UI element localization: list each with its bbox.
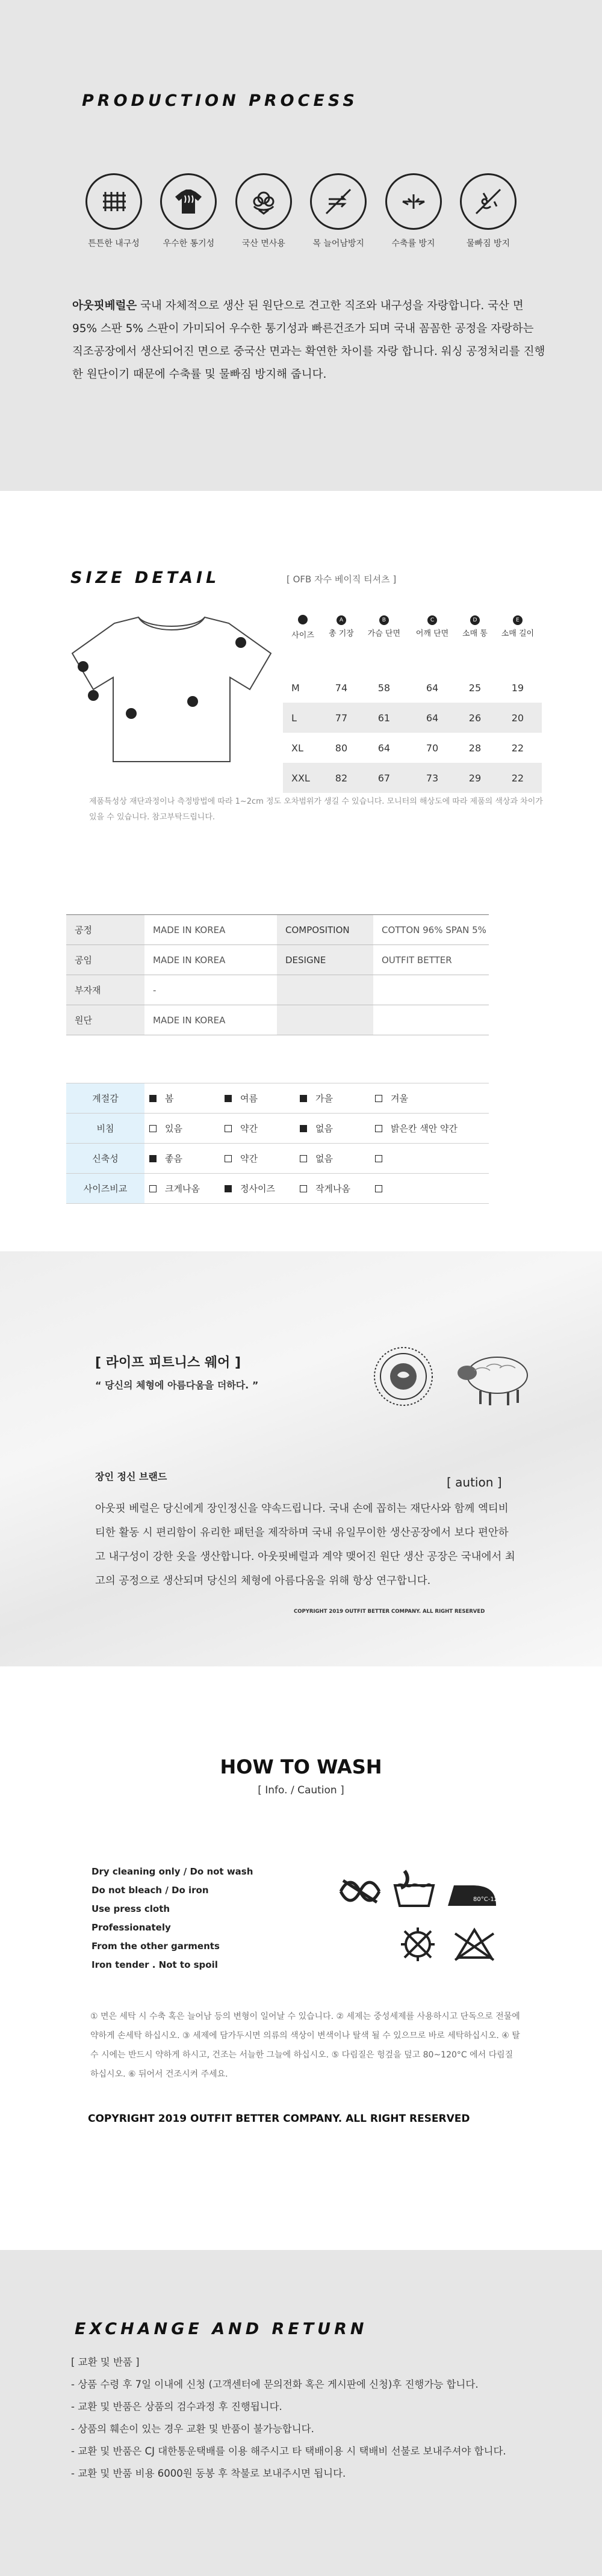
list-item: - 상품의 훼손이 있는 경우 교환 및 반품이 불가능합니다.: [71, 2423, 314, 2435]
wash-title: HOW TO WASH: [220, 1755, 382, 1778]
fabric-options-table: [66, 1083, 489, 1204]
size-title: SIZE DETAIL: [70, 569, 220, 587]
exchange-list: [71, 2351, 506, 2485]
wash-copyright: COPYRIGHT 2019 OUTFIT BETTER COMPANY. ALL RIGHT RESERVED: [88, 2113, 470, 2125]
checkbox: [300, 1155, 307, 1162]
size-header-cell: 사이즈: [283, 615, 323, 673]
checkbox: [225, 1125, 232, 1132]
table-row: 공정 MADE IN KOREA COMPOSITION COTTON 96% SPAN 5%: [66, 915, 489, 945]
marker-e: E: [513, 615, 523, 625]
life-tag: [ aution ]: [447, 1475, 502, 1490]
process-item: [378, 173, 449, 249]
iron-temp-label: 80°C-120°C: [473, 1896, 509, 1903]
production-process-section: [0, 0, 602, 491]
process-item-label: 우수한 통기성: [163, 239, 215, 248]
breathable-shirt-icon: [160, 173, 217, 230]
sheep-icon: [450, 1343, 541, 1409]
table-row: XXL 82 67 73 29 22: [283, 763, 542, 793]
list-item: From the other garments: [92, 1941, 220, 1952]
process-item: [228, 173, 299, 249]
checkbox: [375, 1185, 382, 1192]
fabric-durability-icon: [85, 173, 142, 230]
tshirt-size-diagram: [66, 611, 277, 768]
size-header-cell: E 소매 길이: [494, 615, 542, 673]
spec-table: [66, 914, 489, 1035]
domestic-cotton-icon: [235, 173, 292, 230]
anti-shrink-icon: [385, 173, 442, 230]
list-item: [ 교환 및 반품 ]: [71, 2356, 140, 2368]
checkbox: [300, 1185, 307, 1192]
checkbox: [149, 1125, 157, 1132]
size-header-cell: B 가슴 단면: [360, 615, 408, 673]
list-item: - 교환 및 반품 비용 6000원 동봉 후 착불로 보내주시면 됩니다.: [71, 2468, 346, 2479]
checkbox: [300, 1125, 307, 1132]
wash-instruction-list: [92, 1863, 253, 1974]
process-item: [303, 173, 374, 249]
how-to-wash-section: [0, 1666, 602, 2250]
marker-a: A: [337, 615, 346, 625]
exchange-return-section: [0, 2250, 602, 2576]
list-item: Professionately: [92, 1922, 171, 1933]
hand-wash-icon: [395, 1871, 433, 1906]
life-quote: “ 당신의 체형에 아름다움을 더하다. ”: [95, 1379, 259, 1391]
checkbox: [300, 1095, 307, 1102]
checkbox: [225, 1155, 232, 1162]
exchange-title: EXCHANGE AND RETURN: [75, 2320, 368, 2338]
anti-fade-icon: [460, 173, 517, 230]
table-row: 사이즈비교 크게나옴 정사이즈 작게나옴: [66, 1174, 489, 1204]
list-item: Dry cleaning only / Do not wash: [92, 1866, 253, 1877]
process-item: [153, 173, 224, 249]
size-header-cell: A 총 기장: [323, 615, 360, 673]
marker-c: C: [427, 615, 437, 625]
size-header-cell: D 소매 통: [456, 615, 494, 673]
life-description: 아웃핏 베럴은 당신에게 장인정신을 약속드립니다. 국내 손에 꼽히는 재단사와 함께 엑티비티한 활동 시 편리함이 유리한 패턴을 제작하며 국내 유일무이한 생산공장에서 보다 편안하고 내구성이 강한 옷을 생산합니다. 아웃핏베럴과 계약 맺어진 원단 생산 공장은 국내에서 최고의 공정으로 생산되며 당신의 체형에 아름다움을 위해 항상 연구합니다.: [95, 1503, 515, 1587]
checkbox: [149, 1095, 157, 1102]
process-title: PRODUCTION PROCESS: [82, 91, 358, 110]
list-item: - 상품 수령 후 7일 이내에 신청 (고객센터에 문의전화 혹은 게시판에 신청)후 진행가능 합니다.: [71, 2379, 479, 2390]
table-row: 부자재 -: [66, 975, 489, 1005]
process-item-label: 국산 면사용: [241, 239, 285, 248]
life-subheading: 장인 정신 브랜드: [95, 1471, 167, 1482]
wash-caution-note: ① 면은 세탁 시 수축 혹은 늘어남 등의 변형이 일어날 수 있습니다. ② 세제는 중성세제를 사용하시고 단독으로 전물에 약하게 손세탁 하십시오. ③ 세제에 담가두시면 의류의 색상이 변색이나 탈색 될 수 있으므로 바로 세탁하십시오. ④ 탈수 시에는 반드시 약하게 하시고, 건조는 서늘한 그늘에 하십시오. ⑤ 다림질은 헝겊을 덮고 80~120°C 에서 다림질 하십시오. ⑥ 뒤어서 건조시켜 주세요.: [90, 2012, 520, 2079]
wash-subtitle: [ Info. / Caution ]: [258, 1784, 344, 1796]
no-bleach-icon: [455, 1930, 494, 1960]
size-header-cell: C 어깨 단면: [408, 615, 456, 673]
checkbox: [375, 1155, 382, 1162]
list-item: Iron tender . Not to spoil: [92, 1959, 218, 1970]
brand-seal-icon: [372, 1345, 435, 1408]
list-item: Do not bleach / Do iron: [92, 1885, 209, 1896]
table-row: XL 80 64 70 28 22: [291, 742, 524, 754]
table-row: M 74 58 64 25 19: [291, 682, 524, 694]
table-row: 원단 MADE IN KOREA: [66, 1005, 489, 1035]
size-subtitle: [ OFB 자수 베이직 티셔츠 ]: [287, 574, 397, 585]
process-item-label: 튼튼한 내구성: [88, 239, 140, 248]
process-body: 국내 자체적으로 생산 된 원단으로 견고한 직조와 내구성을 자랑합니다. 국산 면 95% 스판 5% 스판이 가미되어 우수한 통기성과 빠른건조가 되며 국내 꼼꼼한 공정을 자랑하는 직조공장에서 생산되어진 면으로 중국산 면과는 확연한 차이를 자랑 합니다. 워싱 공정처리를 진행한 원단이기 때문에 수축률 및 물빠짐 방지해 줍니다.: [72, 300, 545, 381]
process-item: [453, 173, 524, 249]
table-row: 비침 있음 약간 없음 밝은칸 색안 약간: [66, 1114, 489, 1144]
care-symbols: [337, 1867, 518, 1982]
marker-d: D: [470, 615, 480, 625]
list-item: Use press cloth: [92, 1903, 170, 1914]
checkbox: [375, 1125, 382, 1132]
size-table: [283, 615, 542, 793]
table-row: 계절감 봄 여름 가을 겨울: [66, 1083, 489, 1114]
iron-temp-icon: [448, 1885, 509, 1906]
life-copyright: COPYRIGHT 2019 OUTFIT BETTER COMPANY. ALL RIGHT RESERVED: [294, 1609, 485, 1615]
life-fitness-section: [0, 1251, 602, 1666]
process-item: [78, 173, 149, 249]
no-twist-icon: [341, 1881, 379, 1902]
list-item: - 교환 및 반품은 상품의 검수과정 후 진행됩니다.: [71, 2401, 282, 2412]
size-table-header: [283, 615, 542, 673]
process-item-label: 물빠짐 방지: [466, 239, 510, 248]
table-row: L 77 61 64 26 20: [283, 703, 542, 733]
life-heading: [ 라이프 피트니스 웨어 ]: [95, 1355, 241, 1370]
checkbox: [149, 1155, 157, 1162]
process-icon-row: [78, 173, 524, 249]
list-item: - 교환 및 반품은 CJ 대한통운택배를 이용 해주시고 타 택배이용 시 택배비 선불로 보내주셔야 합니다.: [71, 2445, 506, 2457]
checkbox: [225, 1185, 232, 1192]
no-tumble-dry-icon: [401, 1927, 435, 1961]
table-row: 신축성 좋음 약간 없음: [66, 1144, 489, 1174]
checkbox: [375, 1095, 382, 1102]
process-description: [72, 295, 548, 386]
anti-stretch-icon: [310, 173, 367, 230]
marker-b: B: [379, 615, 389, 625]
checkbox: [225, 1095, 232, 1102]
size-note: 제품특성상 재단과정이나 측정방법에 따라 1~2cm 정도 오차범위가 생길 수 있습니다. 모니터의 해상도에 따라 제품의 색상과 차이가 있을 수 있습니다. 참고부탁드립니다.: [89, 797, 543, 822]
brand-name: 아웃핏베럴은: [72, 300, 137, 312]
size-detail-section: [0, 491, 602, 1251]
process-item-label: 수축률 방지: [391, 239, 435, 248]
marker-dot: [298, 615, 308, 624]
table-row: 공임 MADE IN KOREA DESIGNE OUTFIT BETTER: [66, 945, 489, 975]
process-item-label: 목 늘어남방지: [312, 239, 364, 248]
checkbox: [149, 1185, 157, 1192]
